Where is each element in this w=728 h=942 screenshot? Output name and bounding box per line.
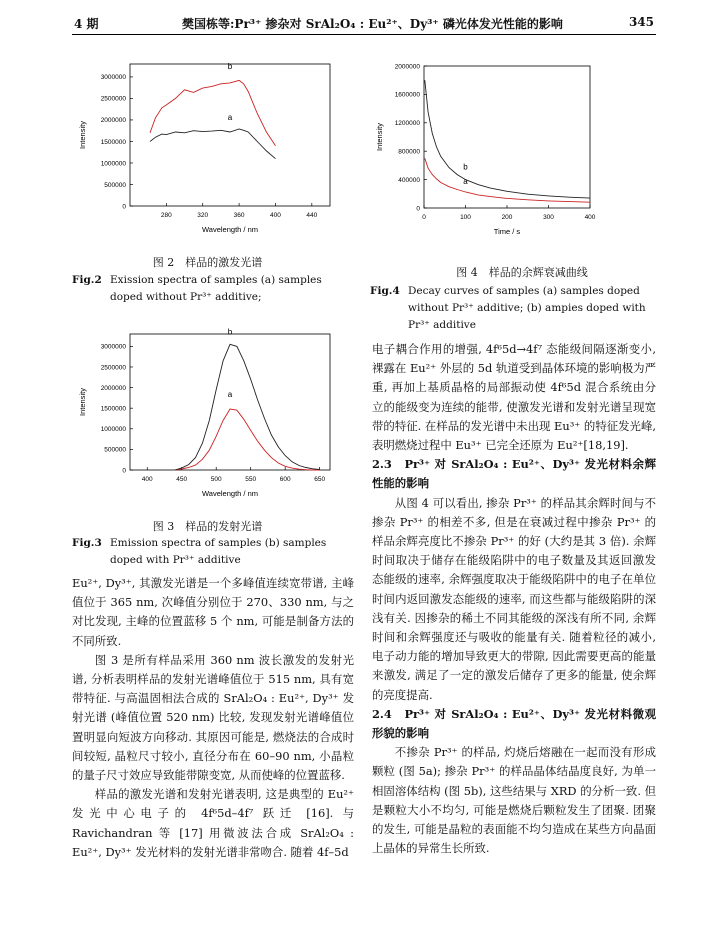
y-tick-label: 0 <box>416 205 420 213</box>
x-tick-label: 0 <box>422 214 426 221</box>
y-axis-label: Intensity <box>78 388 87 416</box>
figure-3-caption-cn: 图 3 样品的发射光谱 <box>152 520 263 533</box>
x-tick-label: 300 <box>543 214 554 221</box>
series-line-a <box>425 158 590 202</box>
x-tick-label: 400 <box>270 212 281 219</box>
x-tick-label: 360 <box>233 212 245 219</box>
figure-2-caption-cn: 图 2 样品的激发光谱 <box>152 256 263 269</box>
figure-2-caption-en <box>72 272 352 308</box>
y-axis-label: Intensity <box>78 121 87 149</box>
series-line-a <box>175 409 320 470</box>
right-paragraph-3: 不掺杂 Pr³⁺ 的样品, 灼烧后熔融在一起而没有形成颗粒 (图 5a); 掺杂 Pr³⁺ 的样品晶体结晶度良好, 为单一相固溶体结构 (图 5b), 这些结果与 XRD 的分析一致. 但是颗粒大小不均匀, 可能是燃烧后颗粒发生了团聚. 团聚的发生, 可能是晶粒的表面能不均匀造成在某些方向晶面上晶体的异常生长所致. <box>372 745 656 856</box>
figure-4-caption-text: Decay curves of samples (a) samples doped without Pr³⁺ additive; (b) ampies doped with Pr³⁺ additive <box>408 285 646 331</box>
y-tick-label: 800000 <box>398 148 420 156</box>
figure-4-caption-cn: 图 4 样品的余辉衰减曲线 <box>456 266 588 279</box>
series-label-a: a <box>463 177 468 187</box>
figure-2-caption-text: Exission spectra of samples (a) samples doped without Pr³⁺ additive; <box>110 274 322 303</box>
issue-number: 4 期 <box>74 17 99 31</box>
y-axis-label: Intensity <box>375 123 384 151</box>
figure-3-label: Fig.3 <box>72 537 102 549</box>
y-tick-label: 3000000 <box>100 343 126 351</box>
x-tick-label: 400 <box>584 214 596 221</box>
left-column-text <box>72 574 354 862</box>
x-tick-label: 450 <box>176 476 188 483</box>
y-tick-label: 2000000 <box>394 63 420 71</box>
y-tick-label: 2500000 <box>100 95 126 103</box>
x-tick-label: 550 <box>245 476 257 483</box>
x-axis-label: Wavelength / nm <box>202 489 258 498</box>
figure-2-label: Fig.2 <box>72 274 102 286</box>
x-tick-label: 320 <box>197 212 209 219</box>
figure-3-caption-en <box>72 535 352 571</box>
running-header <box>72 12 656 35</box>
section-2-3-heading: 2.3 Pr³⁺ 对 SrAl₂O₄ : Eu²⁺、Dy³⁺ 发光材料余辉性能的影响 <box>372 457 656 491</box>
plot-frame <box>130 334 330 470</box>
y-tick-label: 1000000 <box>100 426 126 434</box>
series-line-b <box>425 80 590 198</box>
right-column-text <box>372 340 656 858</box>
figure-3-emission-chart <box>75 326 355 510</box>
y-tick-label: 500000 <box>104 181 126 189</box>
series-label-b: b <box>227 327 233 337</box>
left-paragraph-2: 图 3 是所有样品采用 360 nm 波长激发的发射光谱, 分析表明样品的发射光谱峰值位于 515 nm, 具有宽带特征. 与高温固相法合成的 SrAl₂O₄ : Eu²⁺, Dy³⁺ 发射光谱 (峰值位置 520 nm) 比较, 发现发射光谱峰值位置明显向短波方向移动. 其原因可能是, 燃烧法的合成时间较短, 晶粒尺寸较小, 直径分布在 60–90 nm, 小晶粒的量子尺寸效应导致能带隙变宽, 从而使峰的位置蓝移. <box>72 652 354 783</box>
left-paragraph-1: Eu²⁺, Dy³⁺, 其激发光谱是一个多峰值连续宽带谱, 主峰值位于 365 nm, 次峰值分别位于 270、330 nm, 与之对比发现, 主峰的位置蓝移 5 个 nm, 可能是制备方法的不同所致. <box>72 576 354 648</box>
y-tick-label: 3000000 <box>100 74 126 82</box>
y-tick-label: 2500000 <box>100 364 126 372</box>
page-number: 345 <box>628 15 654 29</box>
x-tick-label: 650 <box>314 476 326 483</box>
x-tick-label: 500 <box>210 476 222 483</box>
figure-4-caption-en <box>370 283 660 335</box>
y-tick-label: 1500000 <box>100 138 126 146</box>
series-label-b: b <box>227 61 233 71</box>
y-tick-label: 2000000 <box>100 117 126 125</box>
y-tick-label: 400000 <box>398 176 420 184</box>
series-line-b <box>175 344 320 470</box>
x-tick-label: 200 <box>501 214 513 221</box>
series-label-a: a <box>227 112 233 122</box>
series-label-b: b <box>463 162 468 172</box>
right-paragraph-1: 电子耦合作用的增强, 4f⁶5d→4f⁷ 态能级间隔逐渐变小, 裸露在 Eu²⁺ 外层的 5d 轨道受到晶体环境的影响极为严重, 再加上基质晶格的局部振动使 4f⁶5d 混合系统由分立的能级变为连续的能带, 使激发光谱和发射光谱呈现宽带的特征. 在样品的发光谱中未出现 Eu³⁺ 的特征发光峰, 表明燃烧过程中 Eu³⁺ 已完全还原为 Eu²⁺[18,19]. <box>372 342 656 453</box>
series-line-b <box>150 80 276 145</box>
figure-3-caption-text: Emission spectra of samples (b) samples doped with Pr³⁺ additive <box>110 537 327 566</box>
y-tick-label: 0 <box>122 203 126 211</box>
y-tick-label: 1200000 <box>394 120 420 128</box>
figure-2-excitation-chart <box>75 56 355 244</box>
x-tick-label: 100 <box>460 214 471 221</box>
section-2-4-heading: 2.4 Pr³⁺ 对 SrAl₂O₄ : Eu²⁺、Dy³⁺ 发光材料微观形貌的影响 <box>372 706 656 741</box>
y-tick-label: 1000000 <box>100 160 126 168</box>
y-tick-label: 1500000 <box>100 405 126 413</box>
x-tick-label: 600 <box>279 476 291 483</box>
x-tick-label: 400 <box>141 476 153 483</box>
right-paragraph-2: 从图 4 可以看出, 掺杂 Pr³⁺ 的样品其余辉时间与不掺杂 Pr³⁺ 的相差不多, 但是在衰减过程中掺杂 Pr³⁺ 的样品余辉亮度比不掺杂 Pr³⁺ 的好 (大约是其 3 倍). 余辉时间取决于储存在能级陷阱中的电子数量及其返回激发态能级的速率, 余辉强度取决于能级陷阱中的电子在单位时间内返回激发态能级的速率, 而这些都与能级陷阱的深浅有关. 因掺杂的稀土不同其能级的深浅有所不同, 余辉时间和余辉强度还与吸收的能量有关. 随着粒径的减小, 电子动力能的增加导致更大的带隙, 因此需要更高的能量来激发, 满足了一定的激发后储存了更多的能量, 使余辉的亮度提高. <box>372 495 656 702</box>
left-paragraph-3: 样品的激发光谱和发射光谱表明, 这是典型的 Eu²⁺ 发光中心电子的 4f⁶5d–4f⁷ 跃迁 [16]. 与 Ravichandran 等 [17] 用微波法合成 SrAl₂O₄ : Eu²⁺, Dy³⁺ 发光材料的发射光谱非常吻合. 随着 4f–5d <box>72 787 354 859</box>
x-axis-label: Time / s <box>493 227 521 236</box>
running-title: 樊国栋等:Pr³⁺ 掺杂对 SrAl₂O₄ : Eu²⁺、Dy³⁺ 磷光体发光性能的影响 <box>182 17 563 31</box>
x-tick-label: 440 <box>306 212 318 219</box>
figure-4-label: Fig.4 <box>370 285 400 297</box>
x-axis-label: Wavelength / nm <box>202 225 258 234</box>
series-line-a <box>150 129 276 159</box>
y-tick-label: 1600000 <box>394 91 420 99</box>
series-label-a: a <box>227 390 233 400</box>
y-tick-label: 500000 <box>104 446 126 454</box>
figure-4-decay-chart <box>372 56 602 244</box>
x-tick-label: 280 <box>160 212 172 219</box>
y-tick-label: 0 <box>122 467 126 475</box>
y-tick-label: 2000000 <box>100 384 126 392</box>
